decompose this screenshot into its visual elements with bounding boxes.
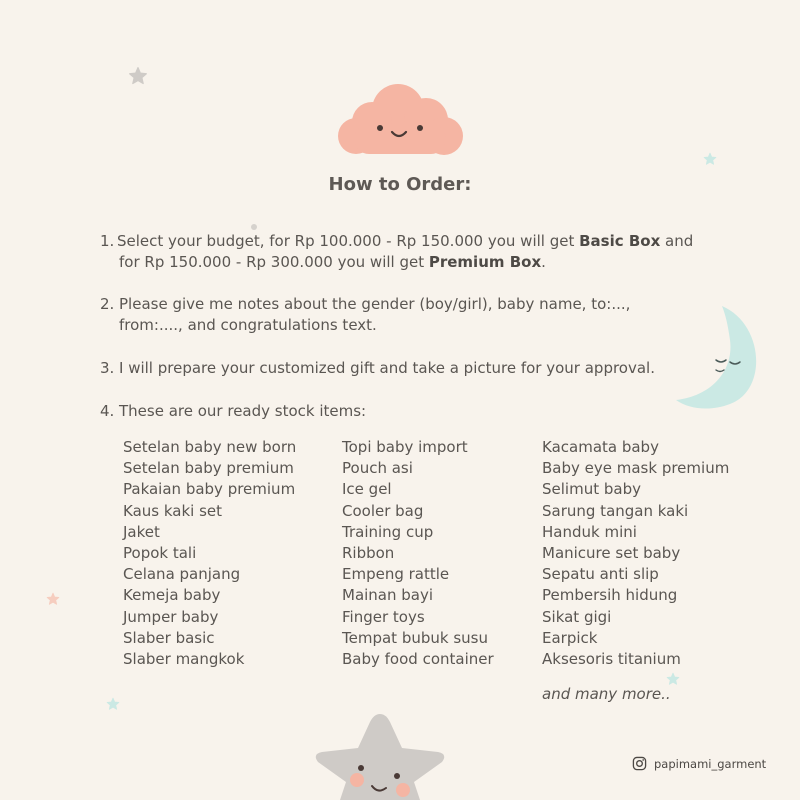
- step-text: from:...., and congratulations text.: [119, 316, 377, 334]
- instagram-handle-text: papimami_garment: [654, 756, 767, 771]
- list-item: Jaket: [123, 522, 160, 541]
- list-item: Ribbon: [342, 544, 395, 563]
- instagram-handle[interactable]: [632, 756, 766, 771]
- list-item: Manicure set baby: [542, 544, 681, 563]
- list-item: Kemeja baby: [123, 586, 221, 605]
- star-character-icon: [310, 710, 450, 800]
- list-item: Sepatu anti slip: [542, 565, 659, 584]
- premium-box-label: Premium Box: [428, 253, 542, 271]
- star-icon: [46, 592, 60, 606]
- list-item: Slaber basic: [123, 628, 215, 647]
- list-item: Tempat bubuk susu: [342, 628, 488, 647]
- list-item: Setelan baby new born: [123, 438, 297, 456]
- step-number: 2.: [100, 295, 115, 313]
- list-item: Finger toys: [342, 607, 425, 626]
- step-text: I will prepare your customized gift and take a picture for your approval.: [119, 359, 655, 377]
- step-text: Please give me notes about the gender (boy/girl), baby name, to:...,: [119, 295, 631, 313]
- list-item: Handuk mini: [542, 522, 637, 541]
- stock-items-column-3: [542, 437, 729, 670]
- list-item: Selimut baby: [542, 480, 641, 499]
- list-item: Celana panjang: [123, 565, 241, 584]
- stock-items-column-2: [342, 437, 494, 670]
- step-text: These are our ready stock items:: [119, 402, 367, 420]
- page-title: How to Order:: [328, 174, 472, 195]
- step-text: for Rp 150.000 - Rp 300.000 you will get: [119, 253, 429, 271]
- step-text: .: [541, 253, 546, 271]
- list-item: Earpick: [542, 628, 598, 647]
- list-item: Ice gel: [342, 480, 392, 499]
- list-item: Aksesoris titanium: [542, 650, 681, 669]
- list-item: Pouch asi: [342, 459, 413, 478]
- star-icon: [666, 672, 680, 686]
- list-item: Pembersih hidung: [542, 586, 678, 605]
- list-item: Topi baby import: [342, 438, 468, 456]
- list-item: Baby eye mask premium: [542, 459, 730, 478]
- list-item: Sarung tangan kaki: [542, 501, 689, 520]
- step-number: 3.: [100, 359, 115, 377]
- list-item: Empeng rattle: [342, 565, 450, 584]
- dot-icon: [250, 223, 258, 231]
- step-text: Select your budget, for Rp 100.000 - Rp 150.000 you will get: [117, 232, 580, 250]
- step-number: 1.: [100, 232, 115, 250]
- list-item: Kaus kaki set: [123, 501, 223, 520]
- list-item: Setelan baby premium: [123, 459, 294, 478]
- star-icon: [106, 697, 120, 711]
- star-icon: [703, 152, 717, 166]
- list-item: Training cup: [342, 522, 434, 541]
- list-item: Slaber mangkok: [123, 650, 245, 669]
- step-number: 4.: [100, 402, 115, 420]
- list-item: Jumper baby: [123, 607, 219, 626]
- list-item: Kacamata baby: [542, 438, 659, 456]
- more-items-note: and many more..: [542, 685, 671, 703]
- list-item: Pakaian baby premium: [123, 480, 296, 499]
- step-text: and: [660, 232, 694, 250]
- list-item: Cooler bag: [342, 501, 424, 520]
- list-item: Mainan bayi: [342, 586, 434, 605]
- star-icon: [128, 66, 148, 86]
- list-item: Popok tali: [123, 544, 197, 563]
- cloud-icon: [334, 80, 466, 162]
- instagram-icon: [632, 756, 647, 771]
- stock-items-column-1: [123, 437, 296, 670]
- list-item: Baby food container: [342, 650, 494, 669]
- basic-box-label: Basic Box: [579, 232, 661, 250]
- list-item: Sikat gigi: [542, 607, 612, 626]
